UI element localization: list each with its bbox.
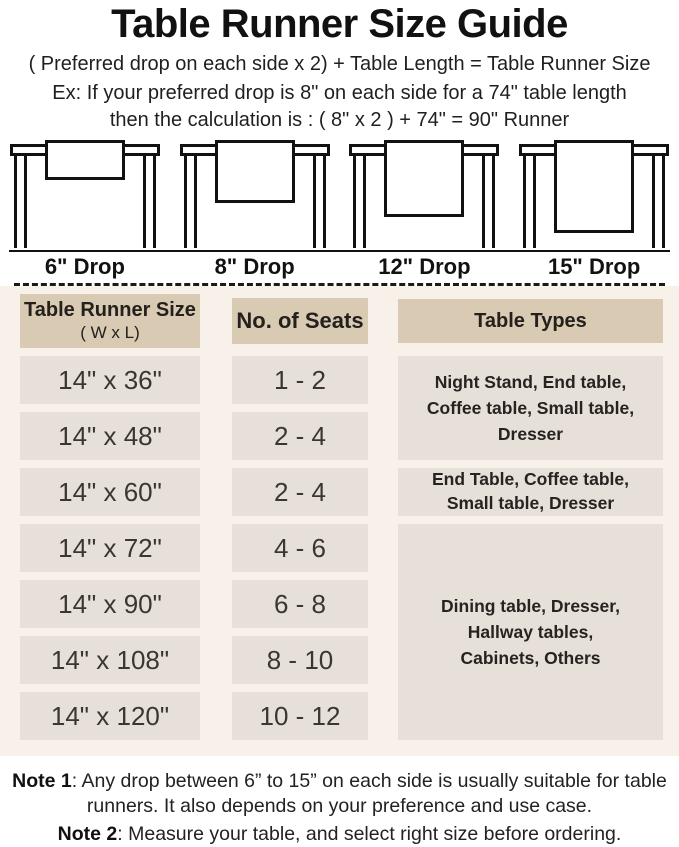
table-illustration [180, 140, 330, 248]
column-table-types [398, 294, 663, 744]
drop-figure-12 [340, 140, 510, 248]
header-runner-size-sub: ( W x L) [80, 323, 140, 342]
size-cell: 14" x 108" [20, 636, 200, 684]
header-seats: No. of Seats [232, 298, 368, 344]
header-wrap [398, 294, 663, 348]
note-1-label: Note 1 [12, 770, 72, 792]
header-section [0, 0, 679, 132]
size-cell: 14" x 120" [20, 692, 200, 740]
size-cell: 14" x 60" [20, 468, 200, 516]
runner-graphic [215, 140, 295, 203]
drop-figure-6 [0, 140, 170, 248]
table-types-group-cell: Night Stand, End table, Coffee table, Small table, Dresser [398, 356, 663, 460]
header-runner-size [20, 294, 200, 348]
size-cell: 14" x 90" [20, 580, 200, 628]
seats-cell: 2 - 4 [232, 412, 368, 460]
table-leg-graphic [184, 155, 197, 248]
table-leg-graphic [14, 155, 27, 248]
seats-cell: 6 - 8 [232, 580, 368, 628]
runner-graphic [554, 140, 634, 233]
column-seats [232, 294, 368, 744]
size-cell: 14" x 48" [20, 412, 200, 460]
note-2-text: : Measure your table, and select right size before ordering. [117, 822, 622, 845]
table-leg-graphic [143, 155, 156, 248]
runner-graphic [384, 140, 464, 217]
seats-cell: 1 - 2 [232, 356, 368, 404]
table-types-group-cell: Dining table, Dresser, Hallway tables, Cabinets, Others [398, 524, 663, 740]
runner-graphic [45, 140, 125, 180]
note-1 [9, 769, 671, 820]
drop-label-12: 12" Drop [378, 254, 471, 279]
example-line-1: Ex: If your preferred drop is 8" on each side for a 74" table length [52, 82, 627, 104]
note-2 [9, 822, 671, 847]
table-types-group-cell: End Table, Coffee table, Small table, Dresser [398, 468, 663, 516]
drop-figure-15 [509, 140, 679, 248]
table-leg-graphic [652, 155, 665, 248]
table-illustration [349, 140, 499, 248]
table-leg-graphic [313, 155, 326, 248]
seats-cell: 10 - 12 [232, 692, 368, 740]
column-runner-size [20, 294, 200, 744]
drop-figure-8 [170, 140, 340, 248]
table-leg-graphic [482, 155, 495, 248]
drop-label-6: 6" Drop [44, 254, 125, 279]
seats-cell: 4 - 6 [232, 524, 368, 572]
header-wrap [20, 294, 200, 348]
size-table [0, 286, 679, 756]
header-table-types: Table Types [398, 299, 663, 343]
size-cell: 14" x 36" [20, 356, 200, 404]
size-cell: 14" x 72" [20, 524, 200, 572]
notes-section [0, 769, 679, 847]
table-illustration [519, 140, 669, 248]
table-leg-graphic [523, 155, 536, 248]
drop-label-15: 15" Drop [547, 254, 641, 279]
page-title: Table Runner Size Guide [111, 2, 568, 46]
note-1-text: : Any drop between 6” to 15” on each side is usually suitable for table runners. It also depends on your preference and use case. [71, 770, 667, 818]
table-leg-graphic [353, 155, 366, 248]
seats-cell: 8 - 10 [232, 636, 368, 684]
table-illustration [10, 140, 160, 248]
drop-illustrations [0, 140, 679, 248]
note-2-label: Note 2 [57, 822, 118, 845]
example-line-2: then the calculation is : ( 8" x 2 ) + 74" = 90" Runner [109, 109, 570, 131]
seats-cell: 2 - 4 [232, 468, 368, 516]
drop-label-8: 8" Drop [214, 254, 295, 279]
header-runner-size-title: Table Runner Size [24, 299, 196, 321]
drop-labels-row [0, 252, 679, 282]
header-wrap [232, 294, 368, 348]
formula-text: ( Preferred drop on each side x 2) + Table Length = Table Runner Size [28, 53, 651, 75]
